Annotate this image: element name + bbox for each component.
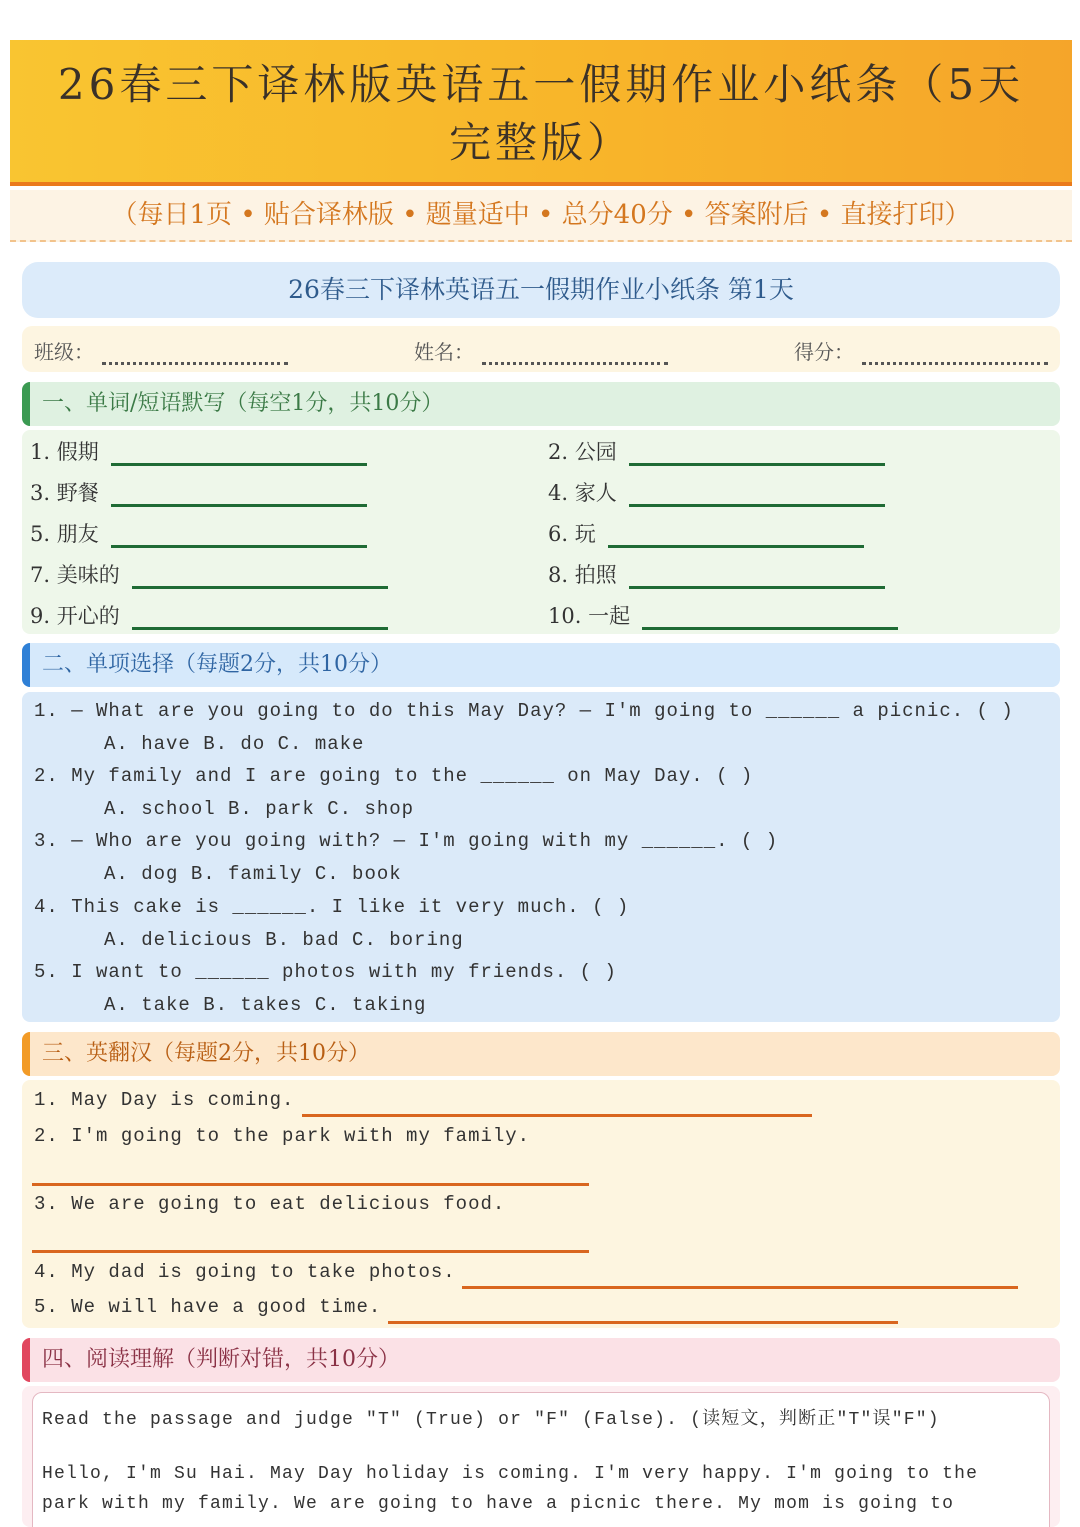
question-5: 5. I want to ______ photos with my friends. ( ) xyxy=(34,961,617,983)
answer-line[interactable] xyxy=(111,479,367,507)
translation-item: 2. I'm going to the park with my family. xyxy=(34,1125,531,1147)
section4-heading: 四、阅读理解（判断对错，共10分） xyxy=(22,1338,1060,1382)
question-4: 4. This cake is ______. I like it very much. ( ) xyxy=(34,896,630,918)
answer-line[interactable] xyxy=(462,1286,1018,1289)
passage-line: park with my family. We are going to have a picnic there. My mom is going to xyxy=(42,1494,955,1514)
score-label: 得分： xyxy=(794,340,854,364)
word-item: 5. 朋友 xyxy=(30,518,367,554)
answer-line[interactable] xyxy=(629,561,885,589)
question-5-options: A. take B. takes C. taking xyxy=(104,994,427,1016)
answer-line[interactable] xyxy=(642,602,898,630)
day-title: 26春三下译林英语五一假期作业小纸条 第1天 xyxy=(22,262,1060,318)
name-blank[interactable] xyxy=(482,339,668,365)
question-3: 3. — Who are you going with? — I'm going with my ______. ( ) xyxy=(34,830,779,852)
page-subtitle: （每日1页 • 贴合译林版 • 题量适中 • 总分40分 • 答案附后 • 直接打印） xyxy=(10,190,1072,242)
answer-line[interactable] xyxy=(302,1114,812,1117)
page-title: 26春三下译林版英语五一假期作业小纸条（5天完整版） xyxy=(57,60,1025,167)
word-item: 10. 一起 xyxy=(548,600,898,636)
question-3-options: A. dog B. family C. book xyxy=(104,863,402,885)
answer-line[interactable] xyxy=(629,438,885,466)
score-field xyxy=(794,336,1048,365)
answer-line[interactable] xyxy=(32,1183,589,1186)
word-item: 6. 玩 xyxy=(548,518,864,554)
section3-heading: 三、英翻汉（每题2分，共10分） xyxy=(22,1032,1060,1076)
section1-heading: 一、单词/短语默写（每空1分，共10分） xyxy=(22,382,1060,426)
translation-item: 3. We are going to eat delicious food. xyxy=(34,1193,506,1215)
score-blank[interactable] xyxy=(862,339,1048,365)
word-item: 1. 假期 xyxy=(30,436,367,472)
word-item: 9. 开心的 xyxy=(30,600,388,636)
reading-instruction: Read the passage and judge "T" (True) or "F" (False). (读短文，判断正"T"误"F") xyxy=(42,1410,940,1430)
translation-item: 1. May Day is coming. xyxy=(34,1089,295,1111)
student-info-row xyxy=(22,326,1060,372)
translation-item: 5. We will have a good time. xyxy=(34,1296,382,1318)
question-4-options: A. delicious B. bad C. boring xyxy=(104,929,464,951)
question-2-options: A. school B. park C. shop xyxy=(104,798,415,820)
answer-line[interactable] xyxy=(132,602,388,630)
name-field xyxy=(414,336,668,365)
section2-heading: 二、单项选择（每题2分，共10分） xyxy=(22,643,1060,687)
answer-line[interactable] xyxy=(608,520,864,548)
passage-line: Hello, I'm Su Hai. May Day holiday is coming. I'm very happy. I'm going to the xyxy=(42,1464,979,1484)
question-1: 1. — What are you going to do this May Day? — I'm going to ______ a picnic. ( ) xyxy=(34,700,1014,722)
answer-line[interactable] xyxy=(132,561,388,589)
word-item: 4. 家人 xyxy=(548,477,885,513)
word-item: 2. 公园 xyxy=(548,436,885,472)
answer-line[interactable] xyxy=(629,479,885,507)
answer-line[interactable] xyxy=(111,438,367,466)
translation-item: 4. My dad is going to take photos. xyxy=(34,1261,456,1283)
class-field xyxy=(34,336,288,365)
title-banner xyxy=(10,40,1072,186)
word-item: 7. 美味的 xyxy=(30,559,388,595)
answer-line[interactable] xyxy=(32,1250,589,1253)
question-1-options: A. have B. do C. make xyxy=(104,733,365,755)
class-blank[interactable] xyxy=(102,339,288,365)
word-item: 3. 野餐 xyxy=(30,477,367,513)
class-label: 班级： xyxy=(34,340,94,364)
word-item: 8. 拍照 xyxy=(548,559,885,595)
question-2: 2. My family and I are going to the ______ on May Day. ( ) xyxy=(34,765,754,787)
name-label: 姓名： xyxy=(414,340,474,364)
answer-line[interactable] xyxy=(388,1321,898,1324)
answer-line[interactable] xyxy=(111,520,367,548)
